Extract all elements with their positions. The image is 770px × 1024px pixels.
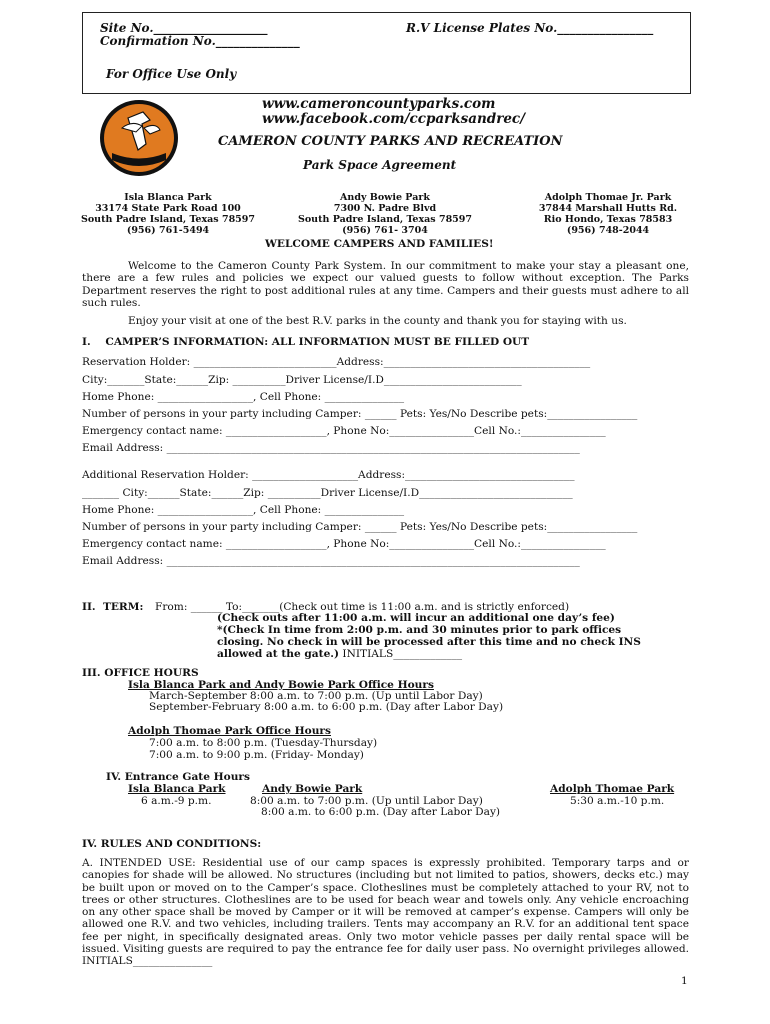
form-line[interactable]: Emergency contact name: ___________________, Phone No:________________Cell No.:________________ xyxy=(82,538,606,550)
form-line[interactable]: Email Address: ______________________________________________________________________________ xyxy=(82,442,580,454)
gate-hours-title: IV. Entrance Gate Hours xyxy=(106,771,250,783)
office-hours-adolph: Adolph Thomae Park Office Hours xyxy=(128,725,331,737)
term-line[interactable]: From: ______ To:_______(Check out time is 11:00 a.m. and is strictly enforced) xyxy=(155,601,570,613)
doc-title: Park Space Agreement xyxy=(303,158,457,172)
office-use-box xyxy=(82,12,691,94)
gate-andy-label: Andy Bowie Park xyxy=(262,783,363,795)
form-line[interactable]: Home Phone: __________________, Cell Phone: _______________ xyxy=(82,504,405,516)
gate-andy-hours: 8:00 a.m. to 6:00 p.m. (Day after Labor Day) xyxy=(261,806,501,818)
term-notes: (Check outs after 11:00 a.m. will incur an additional one day’s fee) *(Check In time from 2:00 p.m. and 30 minutes prior to park offices closing. No check in will be processed after this time and no check INS allowed at the gate.) INITIALS_____________ xyxy=(217,612,641,660)
office-hours-line: 7:00 a.m. to 9:00 p.m. (Friday- Monday) xyxy=(149,749,364,761)
county-parks-logo xyxy=(98,98,180,178)
rules-paragraph: A. INTENDED USE: Residential use of our camp spaces is expressly prohibited. Temporary tarps and or canopies for shade will be allowed. No structures (including but not limited to patios, showers, decks etc.) may be built upon or moved on to the Camper’s space. Clotheslines must be completely attached to your RV, not to trees or other structures. Clotheslines are to be used for beach wear and towels only. Any vehicle encroaching on any other space shall be moved by Camper or it will be removed at camper’s expense. Campers will only be allowed one R.V. and two vehicles, including trailers. Tents may accompany an R.V. for an additional tent space fee per night, in specifically designated areas. Only two motor vehicle passes per daily rental space will be issued. Visiting guests are required to pay the entrance fee for daily user pass. No overnight privileges allowed. INITIALS_______________ xyxy=(82,857,689,968)
form-line[interactable]: Reservation Holder: ___________________________Address:_______________________________________ xyxy=(82,356,591,368)
form-line[interactable]: City:_______State:______Zip: __________Driver License/I.D__________________________ xyxy=(82,374,522,386)
office-hours-line: September-February 8:00 a.m. to 6:00 p.m. (Day after Labor Day) xyxy=(149,701,504,713)
gate-adolph-label: Adolph Thomae Park xyxy=(550,783,675,795)
section-1-title: I. CAMPER’S INFORMATION: ALL INFORMATION MUST BE FILLED OUT xyxy=(82,336,530,348)
section-2-label: II. TERM: xyxy=(82,601,144,613)
gate-isla-hours: 6 a.m.-9 p.m. xyxy=(141,795,212,807)
welcome-heading: WELCOME CAMPERS AND FAMILIES! xyxy=(265,238,494,250)
page-number: 1 xyxy=(681,975,688,987)
office-hours-line: 7:00 a.m. to 8:00 p.m. (Tuesday-Thursday) xyxy=(149,737,378,749)
form-line[interactable]: Number of persons in your party including Camper: ______ Pets: Yes/No Describe pets:_________________ xyxy=(82,521,638,533)
park-adolph-thomae: Adolph Thomae Jr. Park 37844 Marshall Hutts Rd. Rio Hondo, Texas 78583 (956) 748-2044 xyxy=(538,192,678,236)
gate-adolph-hours: 5:30 a.m.-10 p.m. xyxy=(570,795,665,807)
park-andy-bowie: Andy Bowie Park 7300 N. Padre Blvd South Padre Island, Texas 78597 (956) 761- 3704 xyxy=(297,192,473,236)
form-line[interactable]: Email Address: ______________________________________________________________________________ xyxy=(82,555,580,567)
form-line[interactable]: Emergency contact name: ___________________, Phone No:________________Cell No.:________________ xyxy=(82,425,606,437)
form-line[interactable]: Home Phone: __________________, Cell Phone: _______________ xyxy=(82,391,405,403)
confirmation-no-field[interactable]: Confirmation No.______________ xyxy=(100,34,300,48)
office-use-label: For Office Use Only xyxy=(106,67,237,81)
form-line[interactable]: Number of persons in your party including Camper: ______ Pets: Yes/No Describe pets:_________________ xyxy=(82,408,638,420)
form-line[interactable]: _______ City:______State:______Zip: __________Driver License/I.D_____________________________ xyxy=(82,487,573,499)
welcome-paragraph: Welcome to the Cameron County Park System. In our commitment to make your stay a pleasant one, there are a few rules and policies we expect our valued guests to follow without exception. The Parks Department reserves the right to post additional rules at any time. Campers and their guests must adhere to all such rules. xyxy=(82,260,689,309)
section-4-title: IV. RULES AND CONDITIONS: xyxy=(82,838,262,850)
gate-andy-hours: 8:00 a.m. to 7:00 p.m. (Up until Labor Day) xyxy=(250,795,483,807)
office-hours-line: March-September 8:00 a.m. to 7:00 p.m. (Up until Labor Day) xyxy=(149,690,483,702)
term-initials[interactable]: INITIALS_____________ xyxy=(339,648,463,660)
form-line[interactable]: Additional Reservation Holder: ____________________Address:________________________________ xyxy=(82,469,575,481)
section-3-title: III. OFFICE HOURS xyxy=(82,667,199,679)
welcome-closing: Enjoy your visit at one of the best R.V. parks in the county and thank you for staying with us. xyxy=(128,315,627,327)
gate-isla-label: Isla Blanca Park xyxy=(128,783,226,795)
rv-plates-field[interactable]: R.V License Plates No.________________ xyxy=(406,21,654,35)
org-title: CAMERON COUNTY PARKS AND RECREATION xyxy=(218,134,563,149)
office-hours-isla-andy: Isla Blanca Park and Andy Bowie Park Office Hours xyxy=(128,679,434,691)
facebook-link[interactable]: www.facebook.com/ccparksandrec/ xyxy=(262,111,526,127)
site-no-field[interactable]: Site No.___________________ xyxy=(100,21,268,35)
website-link[interactable]: www.cameroncountyparks.com xyxy=(262,96,496,112)
park-isla-blanca: Isla Blanca Park 33174 State Park Road 100 South Padre Island, Texas 78597 (956) 761-5494 xyxy=(80,192,256,236)
